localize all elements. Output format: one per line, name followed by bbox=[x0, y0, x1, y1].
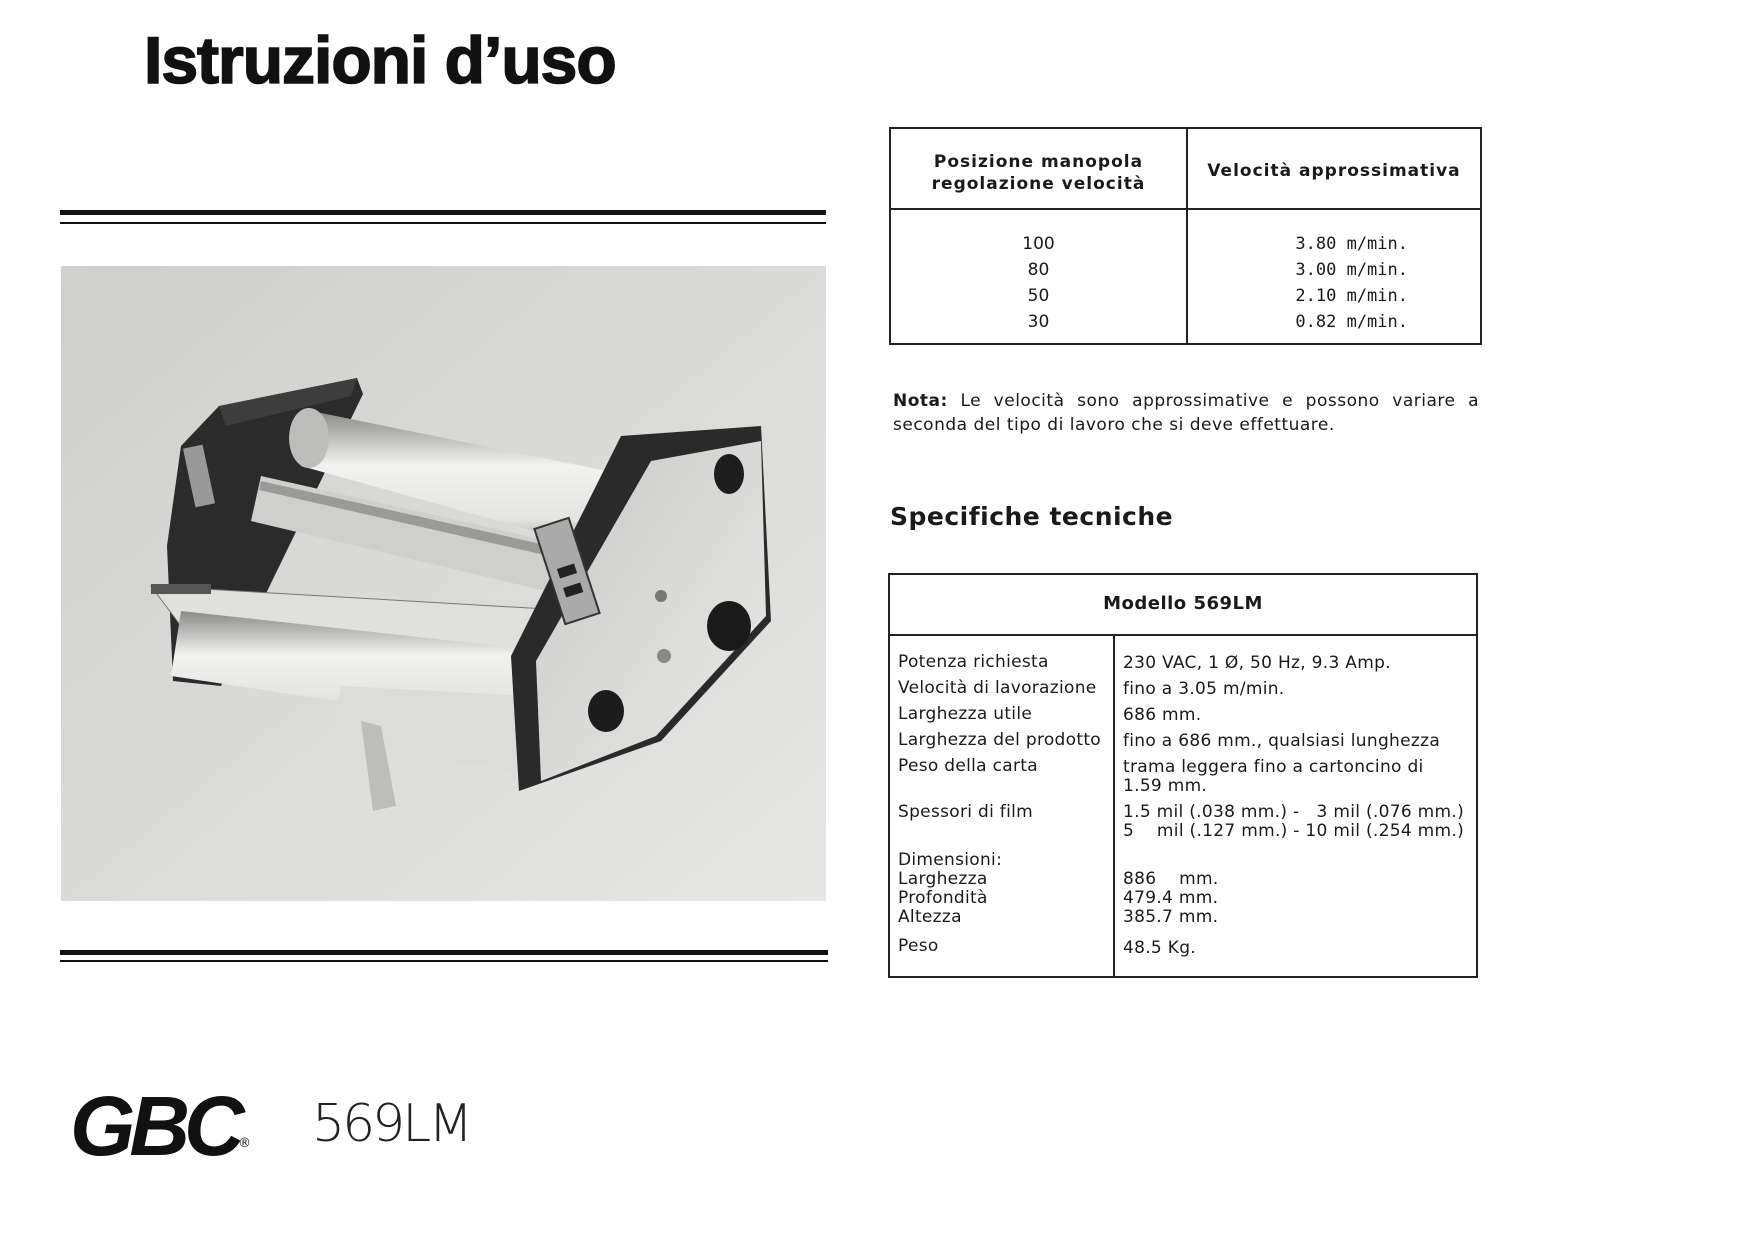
spec-value: 886 mm. 479.4 mm. 385.7 mm. bbox=[1123, 869, 1219, 927]
spec-value: 230 VAC, 1 Ø, 50 Hz, 9.3 Amp. bbox=[1123, 653, 1391, 673]
spec-value: 48.5 Kg. bbox=[1123, 938, 1196, 958]
bottom-rule-thick bbox=[60, 950, 828, 955]
specs-header-rule bbox=[890, 634, 1476, 636]
model-name: 569LM bbox=[312, 1094, 471, 1154]
spec-label: Peso bbox=[898, 936, 939, 956]
spec-value: 1.5 mil (.038 mm.) - 3 mil (.076 mm.) 5 mil (.127 mm.) - 10 mil (.254 mm.) bbox=[1123, 802, 1465, 841]
spec-label: Spessori di film bbox=[898, 802, 1033, 822]
speed-position-cell: 50 bbox=[1027, 286, 1050, 306]
speed-header-position bbox=[891, 151, 1186, 195]
speed-velocity-cell: 0.82 m/min. bbox=[1295, 312, 1408, 332]
spec-value: 686 mm. bbox=[1123, 705, 1202, 725]
speed-velocity-cell: 3.80 m/min. bbox=[1295, 234, 1408, 254]
spec-label: Peso della carta bbox=[898, 756, 1038, 776]
spec-label: Larghezza del prodotto bbox=[898, 730, 1101, 750]
specs-heading: Specifiche tecniche bbox=[890, 502, 1174, 531]
speed-header-velocity: Velocità approssimativa bbox=[1207, 161, 1461, 181]
speed-header-position-line1: Posizione manopola bbox=[933, 152, 1144, 172]
speed-velocity-cell: 2.10 m/min. bbox=[1295, 286, 1408, 306]
speed-note bbox=[893, 389, 1479, 437]
gbc-logo: GBC bbox=[70, 1079, 239, 1173]
page-title: Istruzioni d’uso bbox=[144, 23, 616, 97]
spec-label: Larghezza utile bbox=[898, 704, 1033, 724]
spec-value: fino a 686 mm., qualsiasi lunghezza bbox=[1123, 731, 1441, 751]
top-rule-thick bbox=[60, 210, 826, 215]
specs-model-header: Modello 569LM bbox=[1103, 593, 1263, 614]
speed-header-position-line2: regolazione velocità bbox=[931, 174, 1146, 194]
spec-label: Velocità di lavorazione bbox=[898, 678, 1097, 698]
speed-position-cell: 30 bbox=[1027, 312, 1050, 332]
bottom-rule-thin bbox=[60, 960, 828, 962]
speed-table-header-rule bbox=[891, 208, 1480, 210]
note-text: Le velocità sono approssimative e possono variare a seconda del tipo di lavoro che si deve effettuare. bbox=[893, 391, 1479, 435]
spec-value: fino a 3.05 m/min. bbox=[1123, 679, 1285, 699]
note-label: Nota: bbox=[893, 391, 948, 411]
speed-position-cell: 100 bbox=[1022, 234, 1055, 254]
specs-column-divider bbox=[1113, 636, 1115, 976]
laminator-photo bbox=[61, 266, 826, 901]
registered-mark: ® bbox=[238, 1136, 251, 1151]
speed-velocity-column bbox=[1295, 231, 1408, 335]
speed-position-column bbox=[891, 231, 1186, 335]
top-rule-thin bbox=[60, 222, 826, 224]
speed-table bbox=[889, 127, 1482, 345]
spec-label: Dimensioni: Larghezza Profondità Altezza bbox=[898, 850, 1003, 927]
spec-label: Potenza richiesta bbox=[898, 652, 1049, 672]
specs-table bbox=[888, 573, 1478, 978]
spec-value: trama leggera fino a cartoncino di 1.59 mm. bbox=[1123, 757, 1424, 796]
speed-velocity-cell: 3.00 m/min. bbox=[1295, 260, 1408, 280]
speed-position-cell: 80 bbox=[1027, 260, 1050, 280]
